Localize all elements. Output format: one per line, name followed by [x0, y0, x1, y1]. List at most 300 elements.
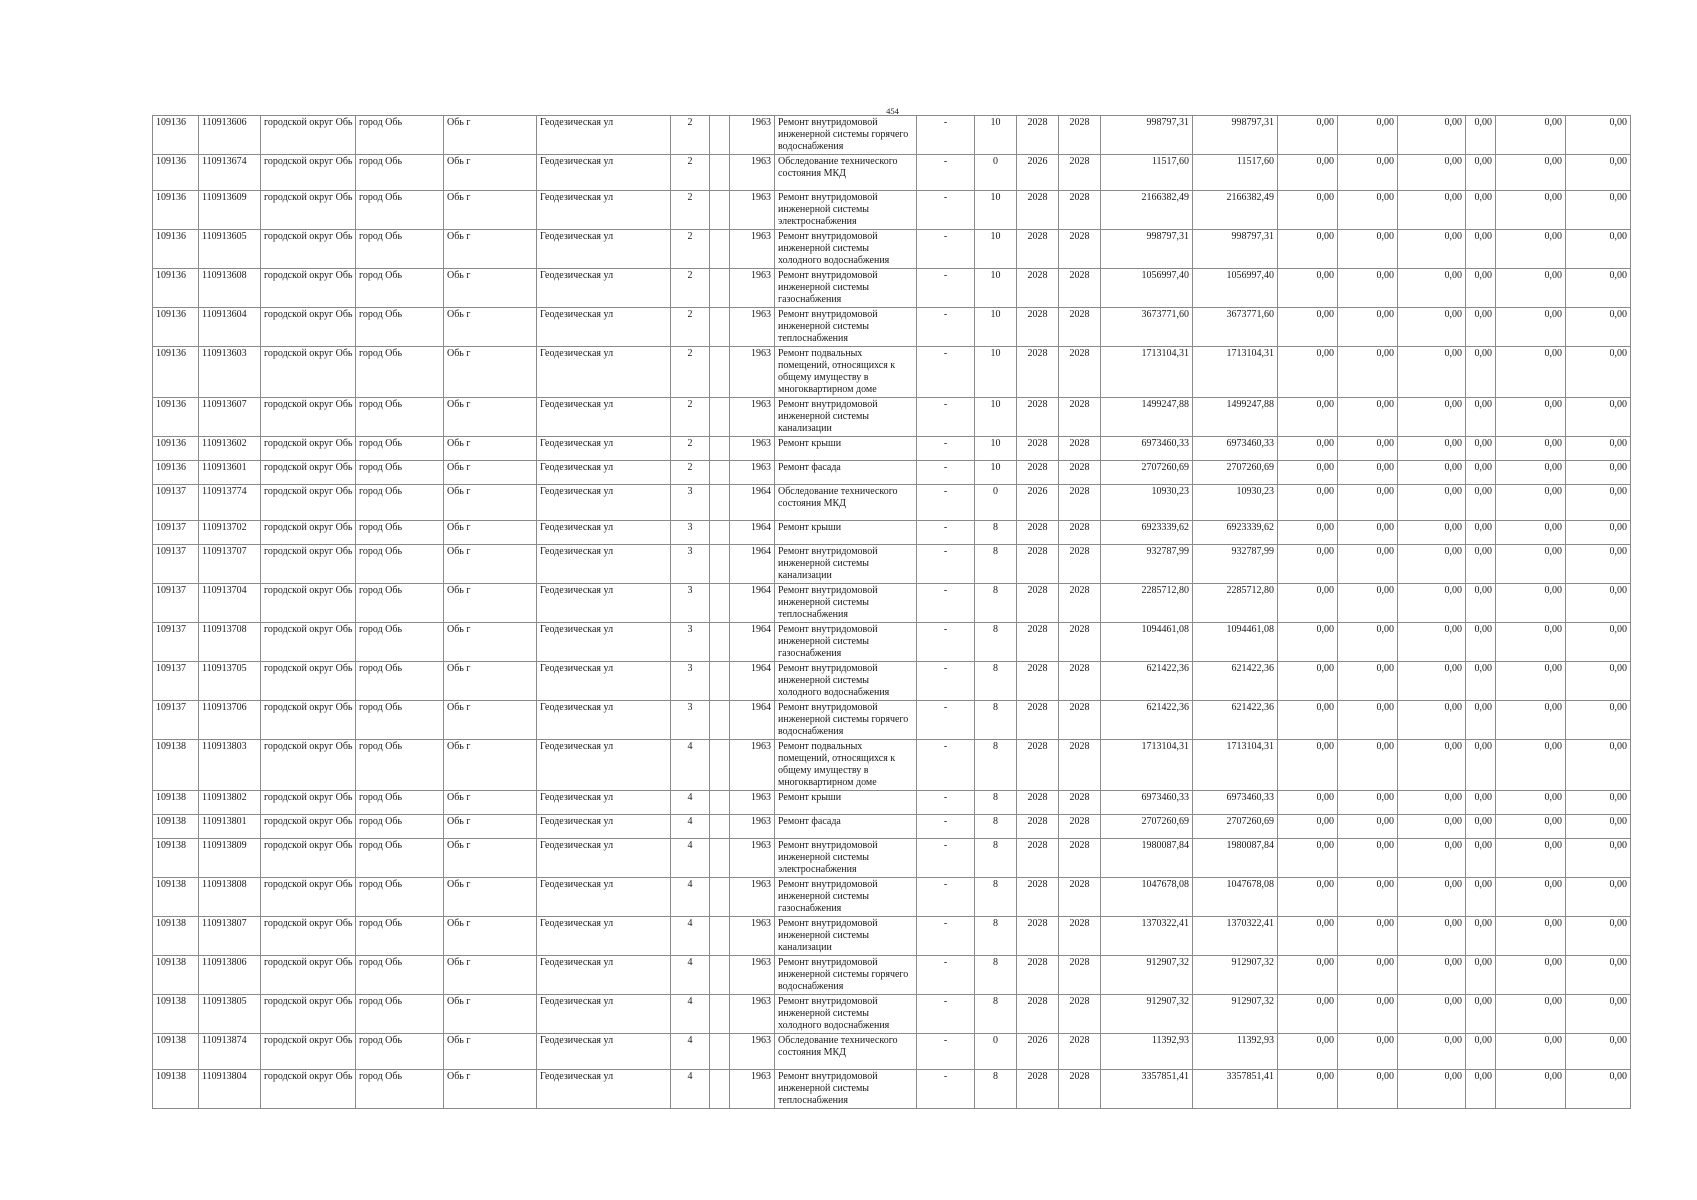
cost-regional-fund-cell: 1047678,08 [1193, 878, 1278, 917]
cost-local-budget-cell: 0,00 [1398, 437, 1466, 461]
cost-region-budget-cell: 0,00 [1338, 995, 1398, 1034]
house-number-cell: 2 [671, 269, 710, 308]
locality-cell: Обь г [444, 155, 537, 191]
object-id-cell: 109137 [153, 662, 199, 701]
street-cell: Геодезическая ул [537, 584, 671, 623]
total-cost-cell: 912907,32 [1101, 956, 1193, 995]
object-id-cell: 109138 [153, 815, 199, 839]
plan-year-end-cell: 2028 [1059, 347, 1101, 398]
municipal-district-cell: городской округ Обь [261, 116, 356, 155]
cost-federal-cell: 0,00 [1278, 623, 1338, 662]
table-row [153, 398, 1631, 437]
house-number-cell: 2 [671, 191, 710, 230]
cost-region-budget-cell: 0,00 [1338, 878, 1398, 917]
object-id-cell: 109137 [153, 623, 199, 662]
cost-region-budget-cell: 0,00 [1338, 521, 1398, 545]
object-id-cell: 109138 [153, 878, 199, 917]
cost-local-budget-cell: 0,00 [1398, 155, 1466, 191]
street-cell: Геодезическая ул [537, 956, 671, 995]
cost-regional-fund-cell: 1713104,31 [1193, 347, 1278, 398]
table-row [153, 230, 1631, 269]
table-row [153, 917, 1631, 956]
settlement-cell: город Обь [356, 485, 444, 521]
wear-percent-cell: - [917, 623, 975, 662]
work-id-cell: 110913704 [199, 584, 261, 623]
cost-reserve-cell: 0,00 [1566, 839, 1631, 878]
street-cell: Геодезическая ул [537, 917, 671, 956]
object-id-cell: 109136 [153, 191, 199, 230]
total-cost-cell: 998797,31 [1101, 116, 1193, 155]
municipal-district-cell: городской округ Обь [261, 191, 356, 230]
wear-percent-cell: - [917, 398, 975, 437]
plan-year-end-cell: 2028 [1059, 485, 1101, 521]
table-row [153, 461, 1631, 485]
cost-regional-fund-cell: 11392,93 [1193, 1034, 1278, 1070]
street-cell: Геодезическая ул [537, 791, 671, 815]
settlement-cell: город Обь [356, 1034, 444, 1070]
house-number-cell: 2 [671, 308, 710, 347]
house-number-cell: 2 [671, 155, 710, 191]
total-cost-cell: 932787,99 [1101, 545, 1193, 584]
cost-region-budget-cell: 0,00 [1338, 791, 1398, 815]
service-life-cell: 10 [975, 191, 1017, 230]
work-type-cell: Ремонт внутридомовой инженерной системы теплоснабжения [775, 584, 917, 623]
house-number-cell: 3 [671, 545, 710, 584]
building-cell [710, 662, 730, 701]
settlement-cell: город Обь [356, 437, 444, 461]
cost-local-budget-cell: 0,00 [1398, 662, 1466, 701]
object-id-cell: 109136 [153, 308, 199, 347]
cost-owners-cell: 0,00 [1466, 308, 1496, 347]
service-life-cell: 10 [975, 437, 1017, 461]
cost-owners-cell: 0,00 [1466, 815, 1496, 839]
building-cell [710, 815, 730, 839]
table-row [153, 701, 1631, 740]
cost-local-budget-cell: 0,00 [1398, 1034, 1466, 1070]
cost-owners-cell: 0,00 [1466, 839, 1496, 878]
plan-year-start-cell: 2028 [1017, 623, 1059, 662]
cost-local-budget-cell: 0,00 [1398, 740, 1466, 791]
street-cell: Геодезическая ул [537, 155, 671, 191]
work-id-cell: 110913706 [199, 701, 261, 740]
commission-year-cell: 1963 [730, 839, 775, 878]
commission-year-cell: 1963 [730, 878, 775, 917]
settlement-cell: город Обь [356, 623, 444, 662]
cost-local-budget-cell: 0,00 [1398, 461, 1466, 485]
cost-regional-fund-cell: 1094461,08 [1193, 623, 1278, 662]
commission-year-cell: 1964 [730, 584, 775, 623]
service-life-cell: 10 [975, 347, 1017, 398]
cost-other-cell: 0,00 [1496, 623, 1566, 662]
plan-year-start-cell: 2028 [1017, 956, 1059, 995]
cost-region-budget-cell: 0,00 [1338, 1070, 1398, 1109]
total-cost-cell: 3673771,60 [1101, 308, 1193, 347]
object-id-cell: 109136 [153, 155, 199, 191]
municipal-district-cell: городской округ Обь [261, 308, 356, 347]
object-id-cell: 109138 [153, 839, 199, 878]
work-type-cell: Ремонт внутридомовой инженерной системы горячего водоснабжения [775, 116, 917, 155]
house-number-cell: 3 [671, 584, 710, 623]
plan-year-start-cell: 2028 [1017, 269, 1059, 308]
service-life-cell: 10 [975, 308, 1017, 347]
plan-year-start-cell: 2028 [1017, 230, 1059, 269]
cost-local-budget-cell: 0,00 [1398, 584, 1466, 623]
work-type-cell: Ремонт крыши [775, 521, 917, 545]
work-type-cell: Ремонт подвальных помещений, относящихся к общему имуществу в многоквартирном доме [775, 347, 917, 398]
cost-regional-fund-cell: 998797,31 [1193, 116, 1278, 155]
cost-federal-cell: 0,00 [1278, 347, 1338, 398]
cost-federal-cell: 0,00 [1278, 839, 1338, 878]
work-id-cell: 110913674 [199, 155, 261, 191]
cost-federal-cell: 0,00 [1278, 956, 1338, 995]
service-life-cell: 8 [975, 878, 1017, 917]
table-row [153, 521, 1631, 545]
object-id-cell: 109136 [153, 461, 199, 485]
cost-regional-fund-cell: 2166382,49 [1193, 191, 1278, 230]
object-id-cell: 109136 [153, 269, 199, 308]
cost-other-cell: 0,00 [1496, 839, 1566, 878]
house-number-cell: 4 [671, 1034, 710, 1070]
work-type-cell: Ремонт внутридомовой инженерной системы теплоснабжения [775, 1070, 917, 1109]
cost-local-budget-cell: 0,00 [1398, 116, 1466, 155]
cost-other-cell: 0,00 [1496, 740, 1566, 791]
settlement-cell: город Обь [356, 308, 444, 347]
settlement-cell: город Обь [356, 740, 444, 791]
total-cost-cell: 2285712,80 [1101, 584, 1193, 623]
cost-reserve-cell: 0,00 [1566, 917, 1631, 956]
work-id-cell: 110913602 [199, 437, 261, 461]
cost-reserve-cell: 0,00 [1566, 740, 1631, 791]
municipal-district-cell: городской округ Обь [261, 269, 356, 308]
settlement-cell: город Обь [356, 230, 444, 269]
plan-year-end-cell: 2028 [1059, 461, 1101, 485]
service-life-cell: 0 [975, 155, 1017, 191]
work-type-cell: Ремонт внутридомовой инженерной системы электроснабжения [775, 191, 917, 230]
wear-percent-cell: - [917, 155, 975, 191]
house-number-cell: 3 [671, 662, 710, 701]
wear-percent-cell: - [917, 956, 975, 995]
work-id-cell: 110913802 [199, 791, 261, 815]
locality-cell: Обь г [444, 701, 537, 740]
work-type-cell: Обследование технического состояния МКД [775, 1034, 917, 1070]
object-id-cell: 109138 [153, 740, 199, 791]
wear-percent-cell: - [917, 662, 975, 701]
settlement-cell: город Обь [356, 662, 444, 701]
wear-percent-cell: - [917, 815, 975, 839]
table-row [153, 740, 1631, 791]
cost-region-budget-cell: 0,00 [1338, 398, 1398, 437]
house-number-cell: 2 [671, 116, 710, 155]
work-type-cell: Обследование технического состояния МКД [775, 155, 917, 191]
street-cell: Геодезическая ул [537, 545, 671, 584]
settlement-cell: город Обь [356, 791, 444, 815]
plan-year-start-cell: 2026 [1017, 1034, 1059, 1070]
cost-reserve-cell: 0,00 [1566, 956, 1631, 995]
settlement-cell: город Обь [356, 269, 444, 308]
commission-year-cell: 1964 [730, 545, 775, 584]
cost-reserve-cell: 0,00 [1566, 116, 1631, 155]
cost-reserve-cell: 0,00 [1566, 701, 1631, 740]
wear-percent-cell: - [917, 485, 975, 521]
cost-region-budget-cell: 0,00 [1338, 740, 1398, 791]
street-cell: Геодезическая ул [537, 1070, 671, 1109]
cost-regional-fund-cell: 2707260,69 [1193, 461, 1278, 485]
object-id-cell: 109136 [153, 437, 199, 461]
total-cost-cell: 1370322,41 [1101, 917, 1193, 956]
cost-owners-cell: 0,00 [1466, 269, 1496, 308]
total-cost-cell: 6923339,62 [1101, 521, 1193, 545]
street-cell: Геодезическая ул [537, 1034, 671, 1070]
total-cost-cell: 2166382,49 [1101, 191, 1193, 230]
cost-region-budget-cell: 0,00 [1338, 584, 1398, 623]
cost-other-cell: 0,00 [1496, 230, 1566, 269]
municipal-district-cell: городской округ Обь [261, 521, 356, 545]
municipal-district-cell: городской округ Обь [261, 791, 356, 815]
commission-year-cell: 1963 [730, 191, 775, 230]
table-row [153, 791, 1631, 815]
settlement-cell: город Обь [356, 1070, 444, 1109]
cost-region-budget-cell: 0,00 [1338, 308, 1398, 347]
cost-owners-cell: 0,00 [1466, 461, 1496, 485]
cost-reserve-cell: 0,00 [1566, 461, 1631, 485]
table-row [153, 485, 1631, 521]
work-type-cell: Ремонт внутридомовой инженерной системы холодного водоснабжения [775, 662, 917, 701]
commission-year-cell: 1963 [730, 917, 775, 956]
total-cost-cell: 621422,36 [1101, 701, 1193, 740]
table-row [153, 815, 1631, 839]
street-cell: Геодезическая ул [537, 662, 671, 701]
locality-cell: Обь г [444, 1070, 537, 1109]
cost-other-cell: 0,00 [1496, 878, 1566, 917]
building-cell [710, 1034, 730, 1070]
cost-reserve-cell: 0,00 [1566, 791, 1631, 815]
cost-federal-cell: 0,00 [1278, 191, 1338, 230]
settlement-cell: город Обь [356, 839, 444, 878]
locality-cell: Обь г [444, 308, 537, 347]
work-id-cell: 110913803 [199, 740, 261, 791]
cost-local-budget-cell: 0,00 [1398, 230, 1466, 269]
cost-federal-cell: 0,00 [1278, 740, 1338, 791]
settlement-cell: город Обь [356, 191, 444, 230]
cost-regional-fund-cell: 6923339,62 [1193, 521, 1278, 545]
cost-region-budget-cell: 0,00 [1338, 956, 1398, 995]
settlement-cell: город Обь [356, 398, 444, 437]
cost-federal-cell: 0,00 [1278, 1070, 1338, 1109]
plan-year-start-cell: 2028 [1017, 461, 1059, 485]
work-type-cell: Ремонт внутридомовой инженерной системы газоснабжения [775, 878, 917, 917]
plan-year-end-cell: 2028 [1059, 839, 1101, 878]
cost-owners-cell: 0,00 [1466, 662, 1496, 701]
work-id-cell: 110913805 [199, 995, 261, 1034]
cost-region-budget-cell: 0,00 [1338, 545, 1398, 584]
house-number-cell: 4 [671, 815, 710, 839]
building-cell [710, 155, 730, 191]
total-cost-cell: 912907,32 [1101, 995, 1193, 1034]
plan-year-start-cell: 2028 [1017, 521, 1059, 545]
locality-cell: Обь г [444, 740, 537, 791]
cost-local-budget-cell: 0,00 [1398, 545, 1466, 584]
cost-local-budget-cell: 0,00 [1398, 995, 1466, 1034]
cost-federal-cell: 0,00 [1278, 485, 1338, 521]
building-cell [710, 521, 730, 545]
plan-year-start-cell: 2028 [1017, 995, 1059, 1034]
total-cost-cell: 10930,23 [1101, 485, 1193, 521]
plan-year-start-cell: 2028 [1017, 1070, 1059, 1109]
municipal-district-cell: городской округ Обь [261, 584, 356, 623]
cost-other-cell: 0,00 [1496, 917, 1566, 956]
object-id-cell: 109138 [153, 791, 199, 815]
table-row [153, 347, 1631, 398]
municipal-district-cell: городской округ Обь [261, 1070, 356, 1109]
municipal-district-cell: городской округ Обь [261, 623, 356, 662]
cost-owners-cell: 0,00 [1466, 791, 1496, 815]
plan-year-end-cell: 2028 [1059, 662, 1101, 701]
settlement-cell: город Обь [356, 461, 444, 485]
street-cell: Геодезическая ул [537, 308, 671, 347]
cost-local-budget-cell: 0,00 [1398, 485, 1466, 521]
service-life-cell: 8 [975, 584, 1017, 623]
object-id-cell: 109138 [153, 917, 199, 956]
cost-federal-cell: 0,00 [1278, 545, 1338, 584]
plan-year-end-cell: 2028 [1059, 398, 1101, 437]
cost-owners-cell: 0,00 [1466, 347, 1496, 398]
total-cost-cell: 3357851,41 [1101, 1070, 1193, 1109]
work-type-cell: Ремонт внутридомовой инженерной системы газоснабжения [775, 269, 917, 308]
street-cell: Геодезическая ул [537, 839, 671, 878]
cost-federal-cell: 0,00 [1278, 701, 1338, 740]
building-cell [710, 878, 730, 917]
cost-other-cell: 0,00 [1496, 398, 1566, 437]
cost-owners-cell: 0,00 [1466, 545, 1496, 584]
cost-reserve-cell: 0,00 [1566, 878, 1631, 917]
plan-year-start-cell: 2028 [1017, 584, 1059, 623]
work-id-cell: 110913604 [199, 308, 261, 347]
work-id-cell: 110913609 [199, 191, 261, 230]
plan-year-start-cell: 2028 [1017, 917, 1059, 956]
wear-percent-cell: - [917, 917, 975, 956]
cost-regional-fund-cell: 1370322,41 [1193, 917, 1278, 956]
object-id-cell: 109137 [153, 701, 199, 740]
building-cell [710, 461, 730, 485]
locality-cell: Обь г [444, 347, 537, 398]
wear-percent-cell: - [917, 839, 975, 878]
cost-reserve-cell: 0,00 [1566, 662, 1631, 701]
street-cell: Геодезическая ул [537, 878, 671, 917]
cost-owners-cell: 0,00 [1466, 701, 1496, 740]
plan-year-start-cell: 2028 [1017, 116, 1059, 155]
municipal-district-cell: городской округ Обь [261, 230, 356, 269]
street-cell: Геодезическая ул [537, 623, 671, 662]
total-cost-cell: 11392,93 [1101, 1034, 1193, 1070]
cost-regional-fund-cell: 1056997,40 [1193, 269, 1278, 308]
plan-year-start-cell: 2028 [1017, 701, 1059, 740]
house-number-cell: 3 [671, 521, 710, 545]
municipal-district-cell: городской округ Обь [261, 398, 356, 437]
service-life-cell: 8 [975, 995, 1017, 1034]
street-cell: Геодезическая ул [537, 740, 671, 791]
wear-percent-cell: - [917, 545, 975, 584]
work-type-cell: Ремонт крыши [775, 791, 917, 815]
cost-other-cell: 0,00 [1496, 269, 1566, 308]
plan-year-end-cell: 2028 [1059, 956, 1101, 995]
house-number-cell: 4 [671, 956, 710, 995]
total-cost-cell: 6973460,33 [1101, 437, 1193, 461]
work-id-cell: 110913607 [199, 398, 261, 437]
cost-owners-cell: 0,00 [1466, 623, 1496, 662]
cost-federal-cell: 0,00 [1278, 917, 1338, 956]
cost-region-budget-cell: 0,00 [1338, 839, 1398, 878]
cost-local-budget-cell: 0,00 [1398, 839, 1466, 878]
wear-percent-cell: - [917, 1034, 975, 1070]
municipal-district-cell: городской округ Обь [261, 461, 356, 485]
cost-reserve-cell: 0,00 [1566, 230, 1631, 269]
cost-regional-fund-cell: 2285712,80 [1193, 584, 1278, 623]
locality-cell: Обь г [444, 815, 537, 839]
work-type-cell: Ремонт внутридомовой инженерной системы канализации [775, 398, 917, 437]
commission-year-cell: 1963 [730, 740, 775, 791]
street-cell: Геодезическая ул [537, 815, 671, 839]
cost-regional-fund-cell: 998797,31 [1193, 230, 1278, 269]
table-row [153, 878, 1631, 917]
cost-local-budget-cell: 0,00 [1398, 398, 1466, 437]
table-row [153, 584, 1631, 623]
cost-federal-cell: 0,00 [1278, 308, 1338, 347]
locality-cell: Обь г [444, 191, 537, 230]
service-life-cell: 8 [975, 740, 1017, 791]
commission-year-cell: 1963 [730, 995, 775, 1034]
cost-region-budget-cell: 0,00 [1338, 155, 1398, 191]
work-type-cell: Ремонт внутридомовой инженерной системы канализации [775, 545, 917, 584]
municipal-district-cell: городской округ Обь [261, 815, 356, 839]
house-number-cell: 3 [671, 485, 710, 521]
cost-region-budget-cell: 0,00 [1338, 485, 1398, 521]
cost-regional-fund-cell: 11517,60 [1193, 155, 1278, 191]
building-cell [710, 701, 730, 740]
object-id-cell: 109137 [153, 545, 199, 584]
cost-region-budget-cell: 0,00 [1338, 191, 1398, 230]
object-id-cell: 109138 [153, 1034, 199, 1070]
cost-other-cell: 0,00 [1496, 1034, 1566, 1070]
house-number-cell: 4 [671, 1070, 710, 1109]
work-id-cell: 110913603 [199, 347, 261, 398]
wear-percent-cell: - [917, 437, 975, 461]
cost-local-budget-cell: 0,00 [1398, 815, 1466, 839]
object-id-cell: 109136 [153, 398, 199, 437]
commission-year-cell: 1963 [730, 308, 775, 347]
commission-year-cell: 1964 [730, 662, 775, 701]
municipal-district-cell: городской округ Обь [261, 917, 356, 956]
commission-year-cell: 1963 [730, 1070, 775, 1109]
plan-year-start-cell: 2028 [1017, 740, 1059, 791]
building-cell [710, 230, 730, 269]
commission-year-cell: 1963 [730, 155, 775, 191]
cost-local-budget-cell: 0,00 [1398, 917, 1466, 956]
cost-region-budget-cell: 0,00 [1338, 623, 1398, 662]
municipal-district-cell: городской округ Обь [261, 995, 356, 1034]
table-row [153, 1070, 1631, 1109]
plan-year-end-cell: 2028 [1059, 269, 1101, 308]
municipal-district-cell: городской округ Обь [261, 545, 356, 584]
work-id-cell: 110913774 [199, 485, 261, 521]
plan-year-end-cell: 2028 [1059, 191, 1101, 230]
commission-year-cell: 1963 [730, 398, 775, 437]
service-life-cell: 8 [975, 839, 1017, 878]
cost-reserve-cell: 0,00 [1566, 485, 1631, 521]
plan-year-end-cell: 2028 [1059, 437, 1101, 461]
cost-reserve-cell: 0,00 [1566, 1034, 1631, 1070]
cost-other-cell: 0,00 [1496, 461, 1566, 485]
service-life-cell: 8 [975, 815, 1017, 839]
